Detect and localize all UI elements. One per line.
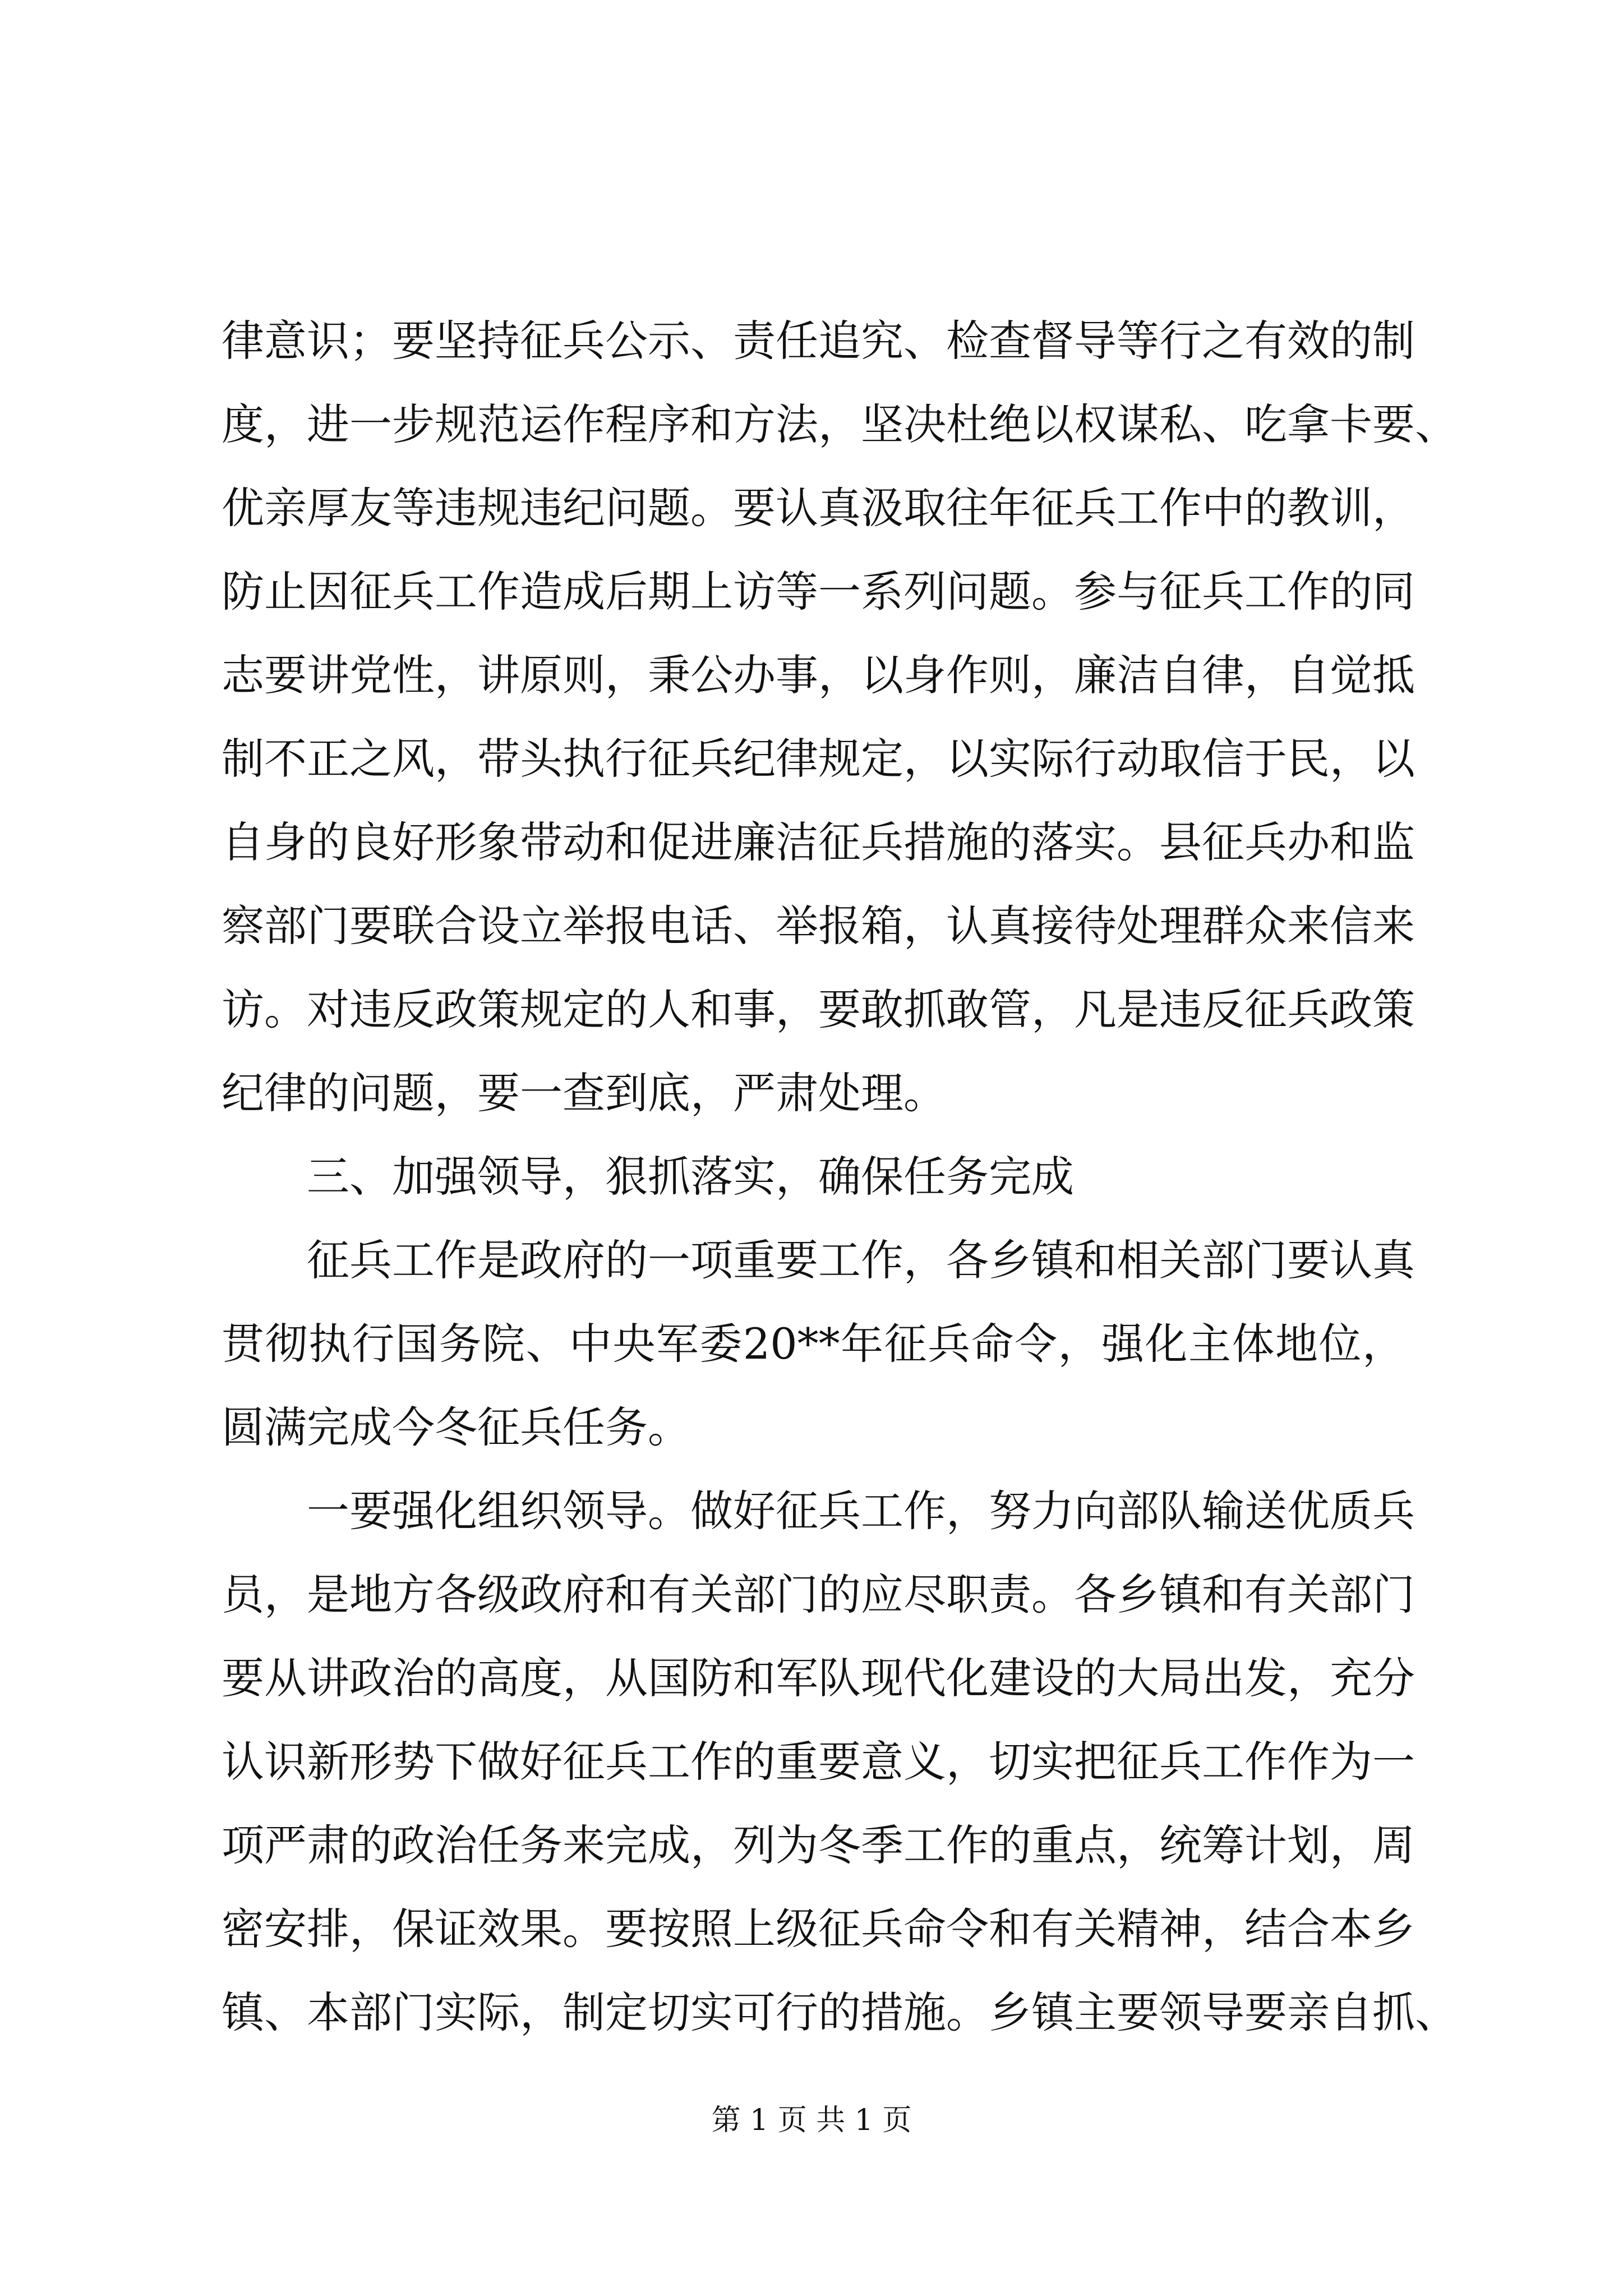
text-line: 贯彻执行国务院、中央军委20**年征兵命令，强化主体地位， bbox=[222, 1319, 1405, 1369]
text-line: 防止因征兵工作造成后期上访等一系列问题。参与征兵工作的同 bbox=[222, 567, 1415, 616]
text-line: 镇、本部门实际，制定切实可行的措施。乡镇主要领导要亲自抓、 bbox=[222, 1987, 1458, 2037]
text-line: 优亲厚友等违规违纪问题。要认真汲取往年征兵工作中的教训， bbox=[222, 483, 1415, 533]
text-line: 制不正之风，带头执行征兵纪律规定，以实际行动取信于民，以 bbox=[222, 734, 1415, 784]
text-line: 访。对违反政策规定的人和事，要敢抓敢管，凡是违反征兵政策 bbox=[222, 984, 1415, 1034]
section-heading: 三、加强领导，狠抓落实，确保任务完成 bbox=[307, 1152, 1074, 1202]
text-line: 志要讲党性，讲原则，秉公办事，以身作则，廉洁自律，自觉抵 bbox=[222, 650, 1415, 700]
text-line: 密安排，保证效果。要按照上级征兵命令和有关精神，结合本乡 bbox=[222, 1904, 1415, 1954]
text-line: 度，进一步规范运作程序和方法，坚决杜绝以权谋私、吃拿卡要、 bbox=[222, 399, 1458, 449]
text-line: 征兵工作是政府的一项重要工作，各乡镇和相关部门要认真 bbox=[307, 1235, 1415, 1285]
text-line: 自身的良好形象带动和促进廉洁征兵措施的落实。县征兵办和监 bbox=[222, 817, 1415, 867]
text-line: 认识新形势下做好征兵工作的重要意义，切实把征兵工作作为一 bbox=[222, 1737, 1415, 1787]
text-line: 纪律的问题，要一查到底，严肃处理。 bbox=[222, 1068, 946, 1118]
text-line: 察部门要联合设立举报电话、举报箱，认真接待处理群众来信来 bbox=[222, 901, 1415, 951]
text-line: 一要强化组织领导。做好征兵工作，努力向部队输送优质兵 bbox=[307, 1486, 1415, 1536]
text-line: 项严肃的政治任务来完成，列为冬季工作的重点，统筹计划，周 bbox=[222, 1820, 1415, 1870]
text-line: 圆满完成今冬征兵任务。 bbox=[222, 1402, 690, 1452]
text-line: 要从讲政治的高度，从国防和军队现代化建设的大局出发，充分 bbox=[222, 1653, 1415, 1703]
page-number-footer: 第 1 页 共 1 页 bbox=[711, 2104, 912, 2137]
text-line: 律意识；要坚持征兵公示、责任追究、检查督导等行之有效的制 bbox=[222, 316, 1415, 366]
text-line: 员，是地方各级政府和有关部门的应尽职责。各乡镇和有关部门 bbox=[222, 1570, 1415, 1619]
